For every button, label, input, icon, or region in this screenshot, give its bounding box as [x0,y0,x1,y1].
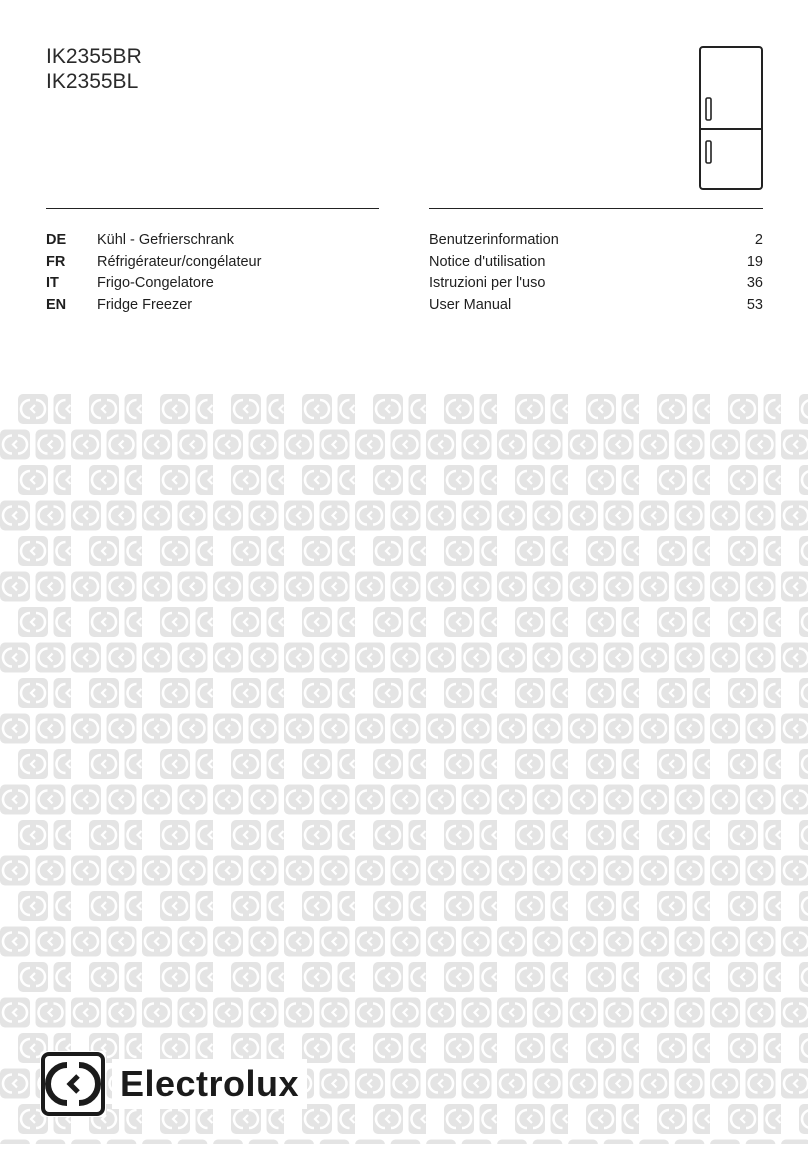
document-title: Istruzioni per l'uso [429,275,546,291]
electrolux-logo-pattern [0,394,808,1144]
product-title: Fridge Freezer [97,296,193,313]
document-title: Notice d'utilisation [429,253,546,270]
product-title: Frigo-Congelatore [97,275,214,291]
fridge-freezer-icon [699,46,763,190]
electrolux-logo-icon [40,1051,106,1117]
language-index [46,230,763,316]
language-code: DE [46,232,67,248]
divider-right [429,208,763,209]
page-number: 19 [746,253,763,270]
divider-left [46,208,379,209]
language-row-it [46,273,763,295]
page-number: 36 [746,275,763,291]
brand-wordmark: Electrolux [112,1059,307,1109]
product-title: Réfrigérateur/congélateur [97,253,262,270]
document-title: Benutzerinformation [429,232,559,248]
brand-logo [40,1050,307,1118]
model-number-right: IK2355BR [46,45,142,68]
page-number: 53 [746,296,763,313]
product-title: Kühl - Gefrierschrank [97,232,234,248]
language-row-en [46,295,763,317]
model-number-left: IK2355BL [46,70,139,93]
model-numbers [46,44,142,94]
page-number: 2 [754,232,763,248]
language-code: FR [46,253,66,270]
language-code: IT [46,275,59,291]
language-row-fr [46,252,763,274]
document-title: User Manual [429,296,512,313]
language-code: EN [46,296,67,313]
language-row-de [46,230,763,252]
